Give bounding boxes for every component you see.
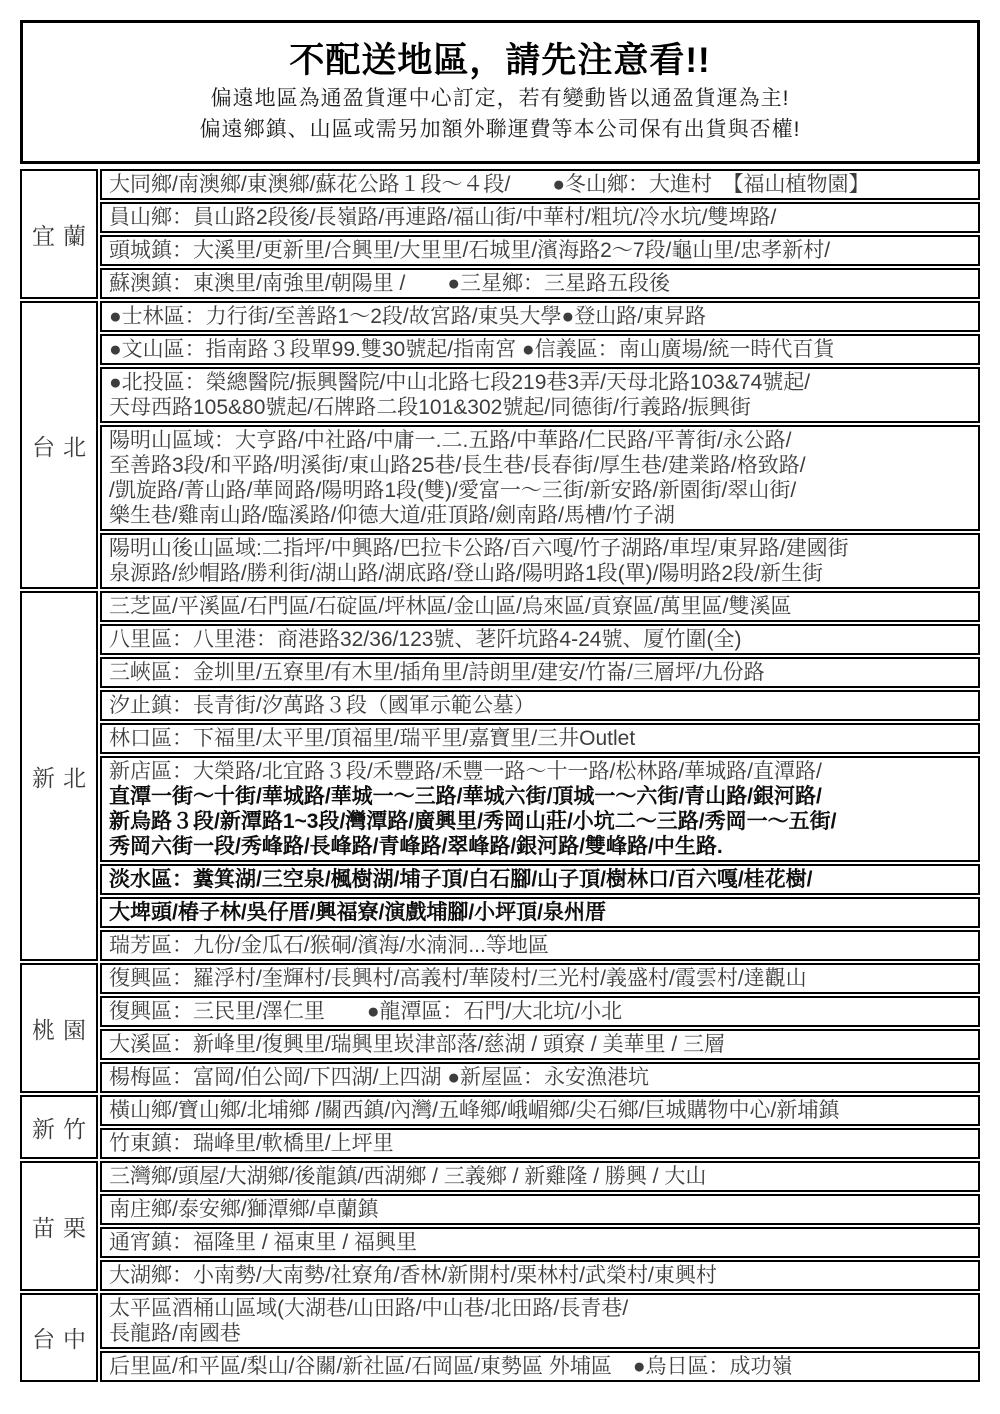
area-line: 蘇澳鎮：東澳里/南強里/朝陽里 / ●三星鄉：三星路五段後: [109, 272, 671, 295]
area-row: [100, 268, 980, 299]
region-label: 台中: [20, 1293, 98, 1382]
area-line: /凱旋路/菁山路/華岡路/陽明路1段(雙)/愛富一～三街/新安路/新園街/翠山街/: [109, 479, 797, 502]
area-line: 南庄鄉/泰安鄉/獅潭鄉/卓蘭鎮: [109, 1198, 379, 1221]
area-row: [100, 624, 980, 655]
area-row: [100, 1194, 980, 1225]
region-label: 宜蘭: [20, 169, 98, 299]
area-row: [100, 657, 980, 688]
area-row: [100, 963, 980, 994]
area-line: 泉源路/紗帽路/勝利街/湖山路/湖底路/登山路/陽明路1段(單)/陽明路2段/新生街: [109, 562, 824, 585]
region-section: [20, 1161, 980, 1291]
region-rows: [100, 1293, 980, 1382]
area-row: [100, 1062, 980, 1093]
area-line: 橫山鄉/寶山鄉/北埔鄉 /關西鎮/內灣/五峰鄉/峨嵋鄉/尖石鄉/巨城購物中心/新埔鎮: [109, 1099, 840, 1122]
notice-header: [20, 20, 980, 164]
area-line: 通宵鎮：福隆里 / 福東里 / 福興里: [109, 1231, 418, 1254]
area-line: 新烏路３段/新潭路1~3段/灣潭路/廣興里/秀岡山莊/小坑二～三路/秀岡一～五街/: [109, 810, 837, 833]
region-section: [20, 591, 980, 961]
area-line: 大同鄉/南澳鄉/東澳鄉/蘇花公路１段～４段/ ●冬山鄉：大進村 【福山植物園】: [109, 173, 870, 196]
area-row: [100, 690, 980, 721]
notice-title: 不配送地區，請先注意看!!: [289, 41, 711, 80]
region-rows: [100, 1161, 980, 1291]
region-section: [20, 301, 980, 589]
area-row: [100, 897, 980, 928]
area-line: 太平區酒桶山區域(大湖巷/山田路/中山巷/北田路/長青巷/: [109, 1297, 629, 1320]
area-line: 秀岡六街一段/秀峰路/長峰路/青峰路/翠峰路/銀河路/雙峰路/中生路.: [109, 835, 723, 858]
area-line: 八里區：八里港：商港路32/36/123號、荖阡坑路4-24號、厦竹圍(全): [109, 628, 742, 651]
region-section: [20, 1293, 980, 1382]
notice-subtitle-1: 偏遠地區為通盈貨運中心訂定，若有變動皆以通盈貨運為主!: [210, 87, 790, 110]
region-rows: [100, 169, 980, 299]
area-row: [100, 169, 980, 200]
area-row: [100, 202, 980, 233]
area-row: [100, 1095, 980, 1126]
area-line: 樂生巷/雞南山路/臨溪路/仰德大道/莊頂路/劍南路/馬槽/竹子湖: [109, 504, 675, 527]
region-section: [20, 1095, 980, 1159]
area-line: ●士林區：力行街/至善路1～2段/故宮路/東吳大學●登山路/東昇路: [109, 305, 707, 328]
area-line: 后里區/和平區/梨山/谷關/新社區/石岡區/東勢區 外埔區 ●烏日區：成功嶺: [109, 1355, 793, 1378]
area-line: 楊梅區：富岡/伯公岡/下四湖/上四湖 ●新屋區：永安漁港坑: [109, 1066, 650, 1089]
area-row: [100, 334, 980, 365]
area-line: 三灣鄉/頭屋/大湖鄉/後龍鎮/西湖鄉 / 三義鄉 / 新雞隆 / 勝興 / 大山: [109, 1165, 707, 1188]
area-row: [100, 756, 980, 862]
area-line: 大溪區：新峰里/復興里/瑞興里崁津部落/慈湖 / 頭寮 / 美華里 / 三層: [109, 1033, 726, 1056]
notice-subtitle-2: 偏遠鄉鎮、山區或需另加額外聯運費等本公司保有出貨與否權!: [199, 118, 801, 141]
area-line: 三芝區/平溪區/石門區/石碇區/坪林區/金山區/烏來區/貢寮區/萬里區/雙溪區: [109, 595, 792, 618]
area-line: 復興區：三民里/澤仁里 ●龍潭區：石門/大北坑/小北: [109, 1000, 623, 1023]
area-line: 復興區：羅浮村/奎輝村/長興村/高義村/華陵村/三光村/義盛村/霞雲村/達觀山: [109, 967, 807, 990]
region-label: 新竹: [20, 1095, 98, 1159]
area-line: 陽明山後山區域:二指坪/中興路/巴拉卡公路/百六嘎/竹子湖路/車埕/東昇路/建國街: [109, 537, 849, 560]
area-line: 大湖鄉：小南勢/大南勢/社寮角/香林/新開村/栗林村/武榮村/東興村: [109, 1264, 717, 1287]
area-row: [100, 1128, 980, 1159]
region-rows: [100, 301, 980, 589]
area-line: 長龍路/南國巷: [109, 1322, 241, 1345]
region-rows: [100, 591, 980, 961]
area-line: 汐止鎮：長青街/汐萬路３段（國軍示範公墓）: [109, 694, 535, 717]
area-row: [100, 1161, 980, 1192]
area-line: 瑞芳區：九份/金瓜石/猴硐/濱海/水湳洞...等地區: [109, 934, 549, 957]
region-section: [20, 963, 980, 1093]
area-line: 竹東鎮：瑞峰里/軟橋里/上坪里: [109, 1132, 394, 1155]
region-label: 台北: [20, 301, 98, 589]
area-line: 直潭一街～十街/華城路/華城一～三路/華城六街/頂城一～六街/青山路/銀河路/: [109, 785, 822, 808]
area-row: [100, 930, 980, 961]
area-row: [100, 425, 980, 531]
area-row: [100, 1227, 980, 1258]
area-line: 新店區：大榮路/北宜路３段/禾豐路/禾豐一路～十一路/松林路/華城路/直潭路/: [109, 760, 822, 783]
region-label: 桃園: [20, 963, 98, 1093]
regions-table: [20, 169, 980, 1382]
area-row: [100, 533, 980, 589]
area-row: [100, 996, 980, 1027]
area-line: 大埤頭/椿子林/吳仔厝/興福寮/演戲埔腳/小坪頂/泉州厝: [109, 901, 607, 924]
area-line: 員山鄉：員山路2段後/長嶺路/再連路/福山街/中華村/粗坑/冷水坑/雙埤路/: [109, 206, 777, 229]
region-label: 新北: [20, 591, 98, 961]
area-line: 至善路3段/和平路/明溪街/東山路25巷/長生巷/長春街/厚生巷/建業路/格致路/: [109, 454, 806, 477]
area-line: ●北投區：榮總醫院/振興醫院/中山北路七段219巷3弄/天母北路103&74號起/: [109, 371, 811, 394]
area-row: [100, 864, 980, 895]
region-rows: [100, 963, 980, 1093]
area-row: [100, 1029, 980, 1060]
area-line: 陽明山區域：大亨路/中社路/中庸一.二.五路/中華路/仁民路/平菁街/永公路/: [109, 429, 792, 452]
area-line: 淡水區：糞箕湖/三空泉/楓樹湖/埔子頂/白石腳/山子頂/樹林口/百六嘎/桂花樹/: [109, 868, 813, 891]
area-line: 三峽區：金圳里/五寮里/有木里/插角里/詩朗里/建安/竹崙/三層坪/九份路: [109, 661, 765, 684]
area-row: [100, 301, 980, 332]
area-row: [100, 367, 980, 423]
region-label: 苗栗: [20, 1161, 98, 1291]
area-row: [100, 723, 980, 754]
area-row: [100, 1351, 980, 1382]
region-rows: [100, 1095, 980, 1159]
area-line: 頭城鎮：大溪里/更新里/合興里/大里里/石城里/濱海路2～7段/龜山里/忠孝新村/: [109, 239, 831, 262]
area-row: [100, 235, 980, 266]
area-line: 天母西路105&80號起/石牌路二段101&302號起/同德街/行義路/振興街: [109, 396, 751, 419]
area-line: ●文山區：指南路３段單99.雙30號起/指南宮 ●信義區：南山廣場/統一時代百貨: [109, 338, 835, 361]
area-row: [100, 591, 980, 622]
area-row: [100, 1260, 980, 1291]
area-row: [100, 1293, 980, 1349]
region-section: [20, 169, 980, 299]
area-line: 林口區：下福里/太平里/頂福里/瑞平里/嘉寶里/三井Outlet: [109, 727, 636, 750]
